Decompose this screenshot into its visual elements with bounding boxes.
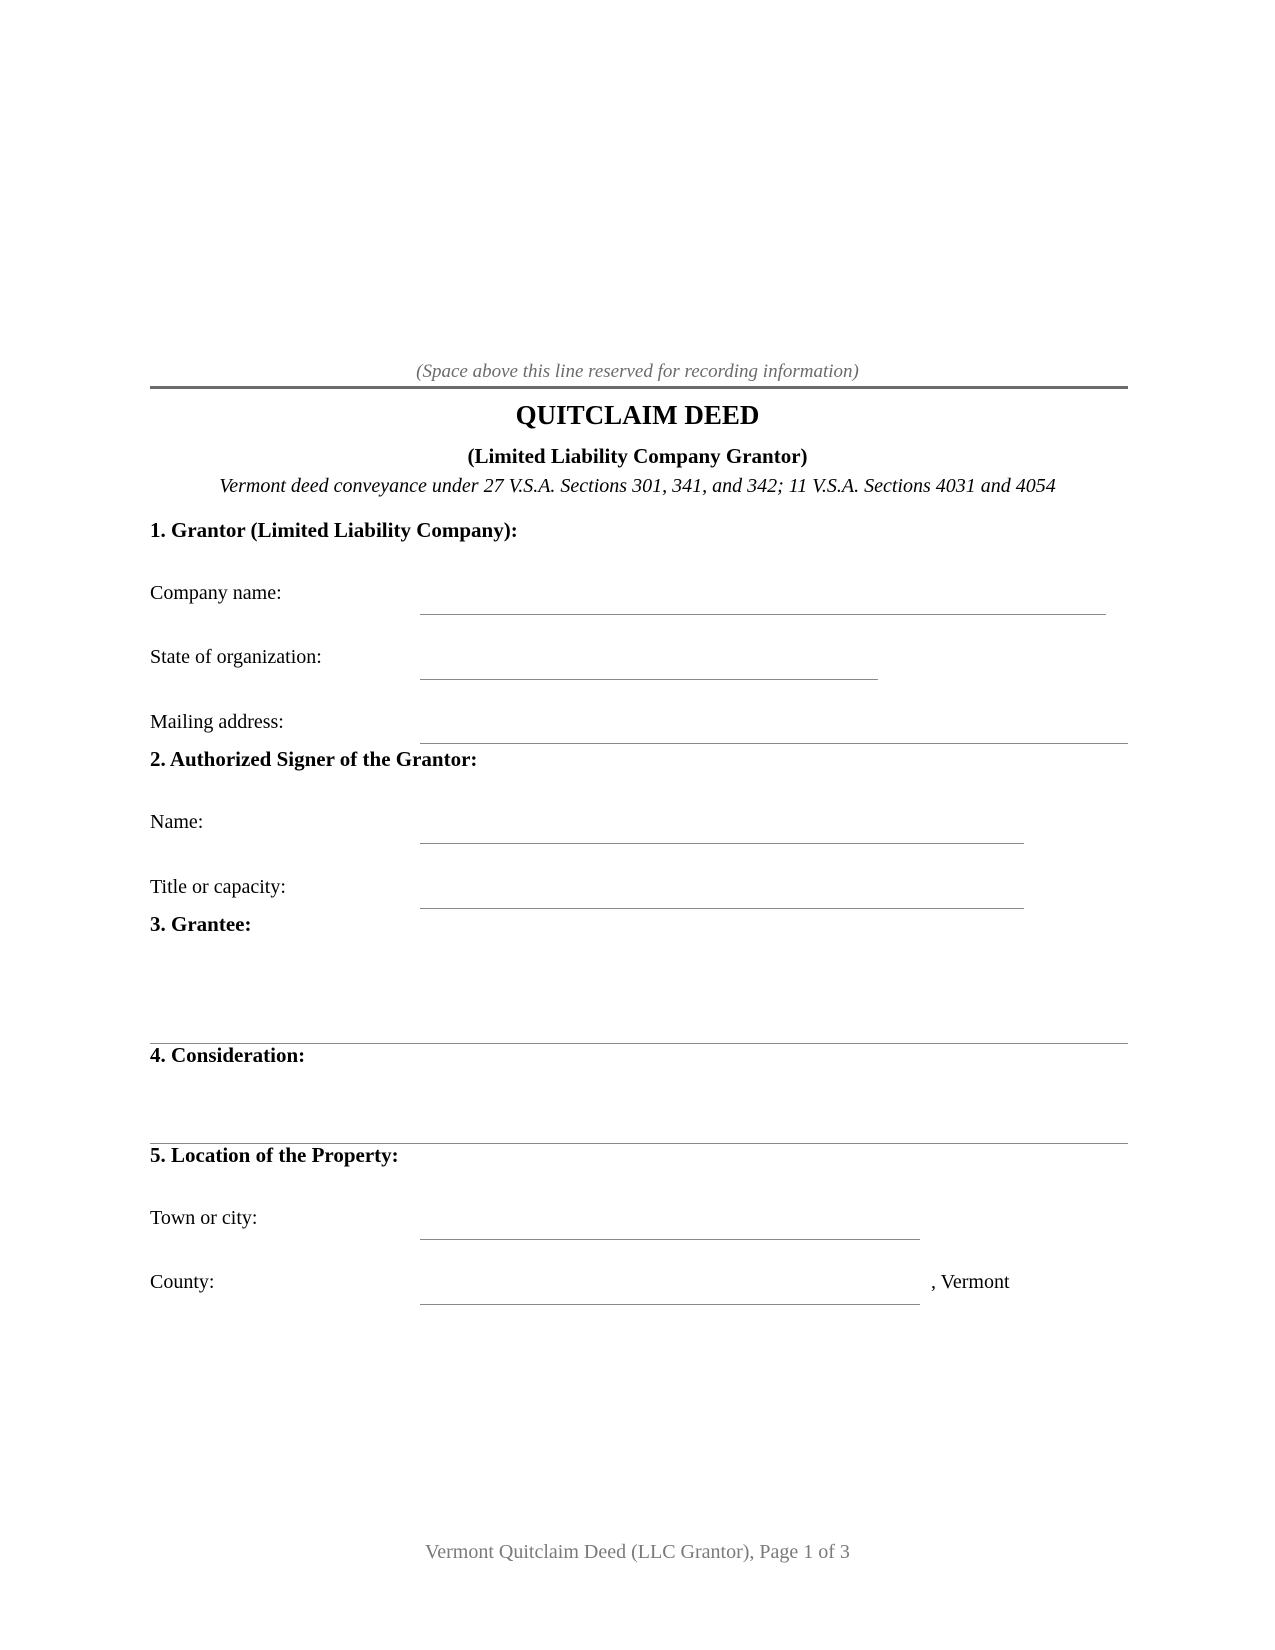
- company-name-label: Company name:: [150, 582, 282, 604]
- county-field[interactable]: [420, 1304, 920, 1305]
- state-of-organization-label: State of organization:: [150, 646, 322, 668]
- signer-title-label: Title or capacity:: [150, 876, 286, 898]
- company-name-field[interactable]: [420, 614, 1106, 615]
- recording-divider: [150, 386, 1128, 389]
- signer-name-field[interactable]: [420, 843, 1024, 844]
- county-label: County:: [150, 1271, 215, 1293]
- section-grantee-heading: 3. Grantee:: [150, 912, 252, 936]
- town-label: Town or city:: [150, 1207, 258, 1229]
- signer-title-field[interactable]: [420, 908, 1024, 909]
- document-subtitle: (Limited Liability Company Grantor): [467, 444, 808, 468]
- section-consideration-heading: 4. Consideration:: [150, 1043, 306, 1067]
- recording-space-note: (Space above this line reserved for recording information): [416, 361, 859, 382]
- mailing-address-field[interactable]: [420, 743, 1128, 744]
- document-title: QUITCLAIM DEED: [515, 400, 760, 430]
- statute-reference: Vermont deed conveyance under 27 V.S.A. Sections 301, 341, and 342; 11 V.S.A. Sections 4031 and 4054: [219, 475, 1056, 497]
- town-field[interactable]: [420, 1239, 920, 1240]
- section-location-heading: 5. Location of the Property:: [150, 1143, 399, 1167]
- mailing-address-label: Mailing address:: [150, 711, 284, 733]
- county-state-suffix: , Vermont: [931, 1271, 1010, 1293]
- section-grantor-heading: 1. Grantor (Limited Liability Company):: [150, 518, 518, 542]
- signer-name-label: Name:: [150, 811, 204, 833]
- section-signer-heading: 2. Authorized Signer of the Grantor:: [150, 747, 478, 771]
- page-footer: Vermont Quitclaim Deed (LLC Grantor), Page 1 of 3: [425, 1541, 850, 1563]
- state-of-organization-field[interactable]: [420, 679, 878, 680]
